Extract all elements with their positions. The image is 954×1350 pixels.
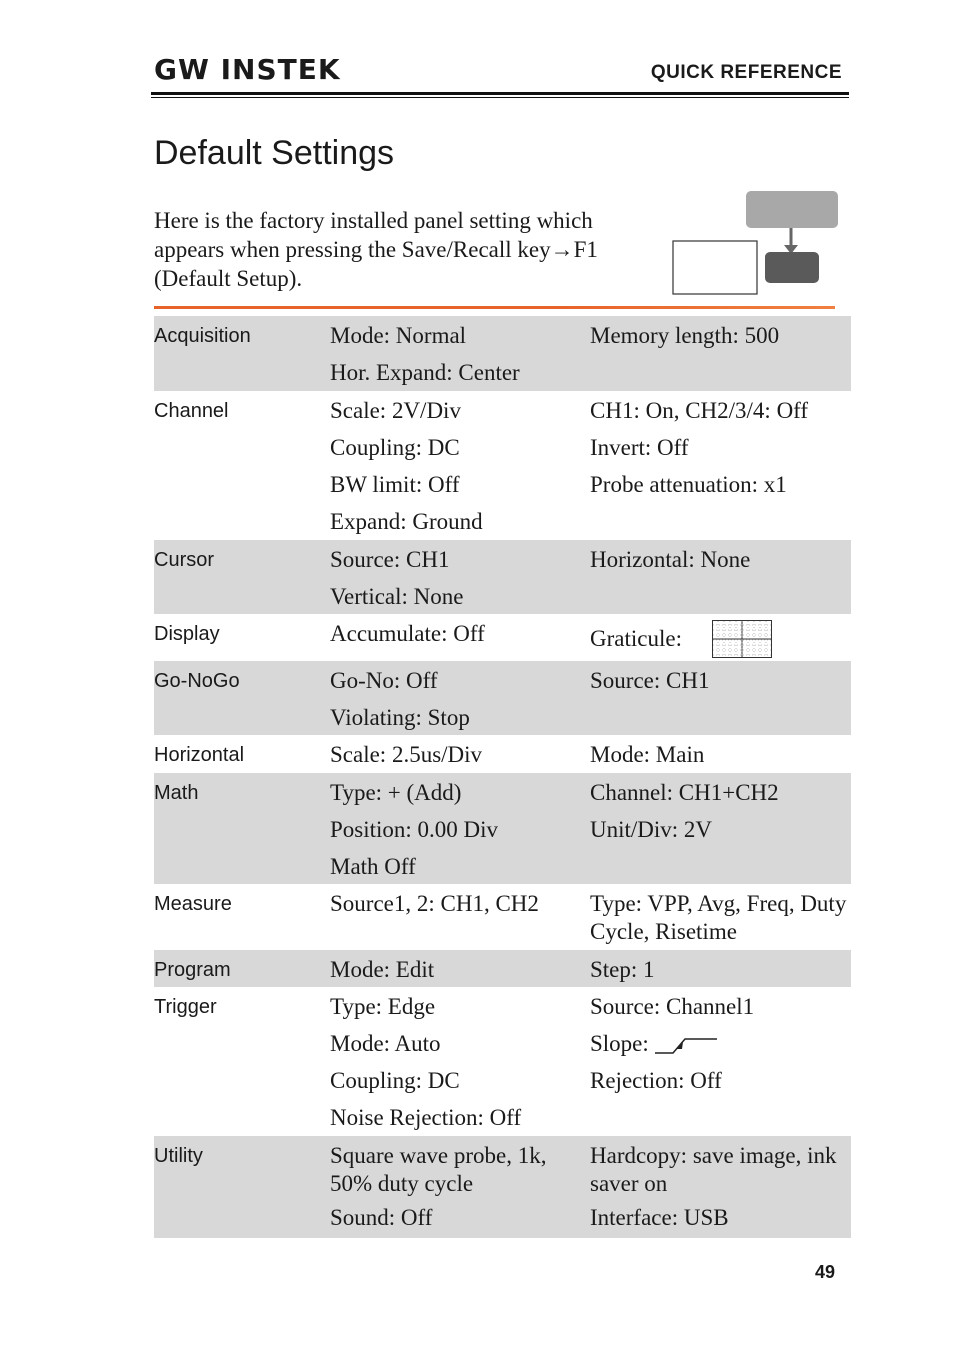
setting-value [590,465,851,502]
setting-value-text: Vertical: None [330,584,464,609]
setting-value-text: Mode: Normal [330,323,467,348]
settings-row [154,316,851,391]
setting-value-text: BW limit: Off [330,472,460,497]
setting-value [330,884,590,921]
setting-value-text: Interface: USB [590,1205,729,1230]
setting-value-text: Coupling: DC [330,435,460,460]
save-recall-key-icon [746,191,838,228]
setting-values-column [590,987,851,1136]
section-divider [154,306,835,309]
settings-row [154,773,851,884]
setting-value [330,391,590,428]
setting-value [590,1061,851,1098]
setting-value [590,1024,851,1061]
setting-value-text: Accumulate: Off [330,621,485,646]
setting-values-column [330,884,590,950]
setting-value-text: Mode: Auto [330,1031,441,1056]
setting-value-text: Expand: Ground [330,509,483,534]
setting-value-text: Mode: Edit [330,957,435,982]
setting-category: Program [154,959,231,981]
setting-category: Math [154,782,199,804]
screen-icon [673,241,757,294]
setting-values-column [590,950,851,987]
header-rule [151,92,849,95]
settings-row [154,950,851,987]
setting-value-text: Square wave probe, 1k, 50% duty cycle [330,1143,547,1196]
setting-value [330,353,590,390]
setting-values-column [590,540,851,614]
setting-value-text: Type: VPP, Avg, Freq, Duty Cycle, Risetime [590,891,847,944]
setting-value-text: Go-No: Off [330,668,438,693]
setting-value [330,577,590,614]
setting-category: Trigger [154,996,217,1018]
logo-text: GW INSTEK [154,53,341,86]
setting-values-column [590,735,851,773]
setting-values-column [590,661,851,735]
setting-value-text: CH1: On, CH2/3/4: Off [590,398,809,423]
setting-value [590,661,851,698]
setting-value-text: Type: Edge [330,994,436,1019]
setting-value [330,661,590,698]
setting-values-column [330,316,590,391]
setting-values-column [590,316,851,391]
setting-value [590,735,851,772]
panel-key-diagram [672,190,842,298]
settings-row [154,614,851,661]
settings-row [154,661,851,735]
setting-value [330,810,590,847]
setting-values-column [330,614,590,661]
setting-value [330,847,590,884]
setting-value [590,391,851,428]
settings-row [154,391,851,540]
rising-edge-slope-icon [653,1035,719,1057]
setting-category: Measure [154,893,232,915]
setting-value [330,1136,590,1198]
setting-value [590,540,851,577]
setting-values-column [330,391,590,540]
setting-value-text: Memory length: 500 [590,323,780,348]
setting-value [330,1098,590,1135]
setting-value [590,810,851,847]
setting-value [330,1198,590,1235]
setting-value-text: Type: + (Add) [330,780,462,805]
setting-value-text: Unit/Div: 2V [590,817,713,842]
settings-row [154,987,851,1136]
setting-value-text: Noise Rejection: Off [330,1105,522,1130]
intro-text: Here is the factory installed panel setting which appears when pressing the Save/Recall key→F1 (Default Setup). [154,208,598,291]
setting-value-text: Channel: CH1+CH2 [590,780,779,805]
setting-value-text: Sound: Off [330,1205,433,1230]
setting-value-text: Mode: Main [590,742,705,767]
setting-values-column [330,540,590,614]
setting-value [330,428,590,465]
brand-logo [154,54,341,84]
setting-value-text: Scale: 2.5us/Div [330,742,483,767]
setting-value [330,987,590,1024]
setting-value-text: Coupling: DC [330,1068,460,1093]
setting-value [330,614,590,651]
setting-values-column [590,614,851,661]
setting-value-text: Position: 0.00 Div [330,817,499,842]
setting-category: Horizontal [154,744,245,766]
setting-values-column [330,735,590,773]
setting-value [330,540,590,577]
settings-row [154,735,851,773]
setting-value-text: Step: 1 [590,957,655,982]
setting-value [590,987,851,1024]
setting-value [330,698,590,735]
setting-value [590,614,851,658]
setting-category: Go-NoGo [154,670,240,692]
setting-value-text: Source: CH1 [330,547,450,572]
setting-value-text: Rejection: Off [590,1068,722,1093]
setting-values-column [590,1136,851,1238]
setting-value [330,1024,590,1061]
setting-category: Acquisition [154,325,251,347]
setting-values-column [330,987,590,1136]
setting-value-text: Graticule: [590,626,682,651]
setting-values-column [590,884,851,950]
f1-key-icon [765,252,819,283]
setting-value [590,884,851,946]
setting-category: Display [154,623,220,645]
graticule-grid-icon [712,620,772,658]
setting-value [590,1136,851,1198]
setting-value-text: Hor. Expand: Center [330,360,520,385]
page-title: Default Settings [154,134,395,172]
setting-value [330,950,590,987]
settings-table [154,316,851,1238]
setting-values-column [330,1136,590,1238]
setting-value-text: Math Off [330,854,416,879]
setting-value [330,735,590,772]
setting-value-text: Violating: Stop [330,705,470,730]
settings-row [154,540,851,614]
setting-values-column [330,661,590,735]
setting-value [330,773,590,810]
setting-value [330,465,590,502]
section-label: QUICK REFERENCE [650,62,842,83]
setting-value-text: Scale: 2V/Div [330,398,461,423]
setting-category: Utility [154,1145,203,1167]
setting-values-column [590,773,851,884]
page-number: 49 [814,1262,835,1282]
setting-values-column [590,391,851,540]
settings-row [154,884,851,950]
setting-value [590,773,851,810]
setting-value [590,950,851,987]
setting-value [590,316,851,353]
setting-value-text: Source: Channel1 [590,994,755,1019]
setting-value [330,316,590,353]
setting-value-text: Source: CH1 [590,668,710,693]
setting-values-column [330,773,590,884]
setting-value-text: Source1, 2: CH1, CH2 [330,891,539,916]
setting-value-text: Probe attenuation: x1 [590,472,787,497]
settings-row [154,1136,851,1238]
setting-value-text: Slope: [590,1031,649,1056]
setting-value [330,502,590,539]
header-rule-thin [151,97,849,98]
setting-value-text: Invert: Off [590,435,689,460]
setting-category: Cursor [154,549,215,571]
setting-category: Channel [154,400,229,422]
setting-value [330,1061,590,1098]
setting-value [590,428,851,465]
setting-value-text: Hardcopy: save image, ink saver on [590,1143,837,1196]
setting-value-text: Horizontal: None [590,547,751,572]
setting-values-column [330,950,590,987]
setting-value [590,1198,851,1235]
